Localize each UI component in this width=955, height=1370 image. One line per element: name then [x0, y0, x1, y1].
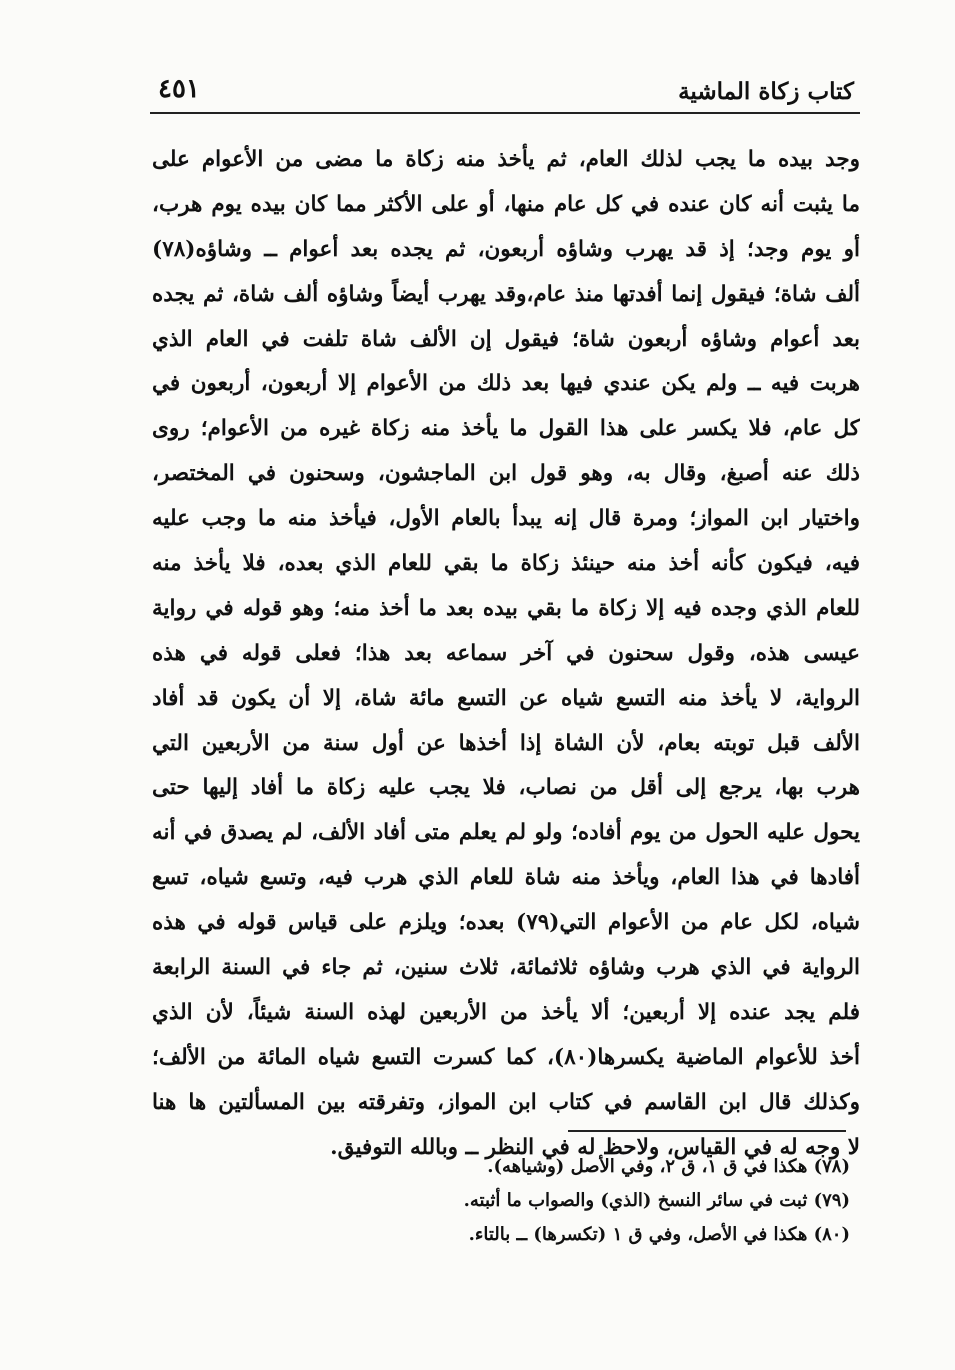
- text-line: يحول عليه الحول من يوم أفاده؛ ولو لم يعلم متى أفاد الألف، لم يصدق في أنه: [152, 820, 860, 846]
- text-line: بعد أعوام وشاؤه أربعون شاة؛ فيقول إن الألف شاة تلفت في العام الذي: [152, 326, 860, 352]
- footnote: (٧٩) ثبت في سائر النسخ (الذي) والصواب ما أثبته.: [463, 1190, 850, 1211]
- text-line: وجد بيده ما يجب لذلك العام، ثم يأخذ منه زكاة ما مضى من الأعوام على: [152, 147, 860, 172]
- header-rule: [150, 112, 860, 114]
- text-line: ألف شاة؛ فيقول إنما أفدتها منذ عام،وقد يهرب أيضاً وشاؤه ألف شاة، ثم يجده: [152, 281, 860, 307]
- text-line: أخذ للأعوام الماضية يكسرها(٨٠)، كما كسرت التسع شياه المائة من الألف؛: [152, 1044, 860, 1070]
- page-number: ٤٥١: [158, 74, 200, 104]
- text-line: الرواية في الذي هرب وشاؤه ثلاثمائة، ثلاث سنين، ثم جاء في السنة الرابعة: [152, 955, 860, 981]
- text-line: أو يوم وجد؛ إذ قد يهرب وشاؤه أربعون، ثم يجده بعد أعوام ــ وشاؤه(٧٨): [152, 236, 860, 262]
- text-line: فيه، فيكون كأنه أخذ منه حينئذ زكاة ما بقي للعام الذي بعده، فلا يأخذ منه: [152, 551, 860, 577]
- footnote: (٧٨) هكذا في ق ١، ق ٢، وفي الأصل (وشياهه).: [487, 1156, 850, 1177]
- text-line: كل عام، فلا يكسر على هذا القول ما يأخذ منه زكاة غيره من الأعوام؛ روى: [152, 416, 860, 442]
- main-text: [152, 138, 860, 1170]
- text-line: ما يثبت أنه كان عنده في كل عام منها، أو على الأكثر مما كان بيده يوم هرب،: [152, 191, 860, 217]
- text-line: شياه، لكل عام من الأعوام التي(٧٩) بعده؛ ويلزم على قياس قوله في هذه: [152, 910, 860, 936]
- footnotes: [300, 1150, 850, 1252]
- text-line: للعام الذي وجده فيه إلا زكاة ما بقي بيده بعد ما أخذ منه؛ وهو قوله في رواية: [152, 595, 860, 621]
- chapter-title: كتاب زكاة الماشية: [678, 78, 854, 105]
- footnote: (٨٠) هكذا في الأصل، وفي ق ١ (تكسرها) ــ بالتاء.: [468, 1224, 850, 1245]
- footnote-separator: [568, 1130, 846, 1132]
- text-line: الألف قبل توبته بعام، لأن الشاة إذا أخذها عن أول سنة من الأربعين التي: [152, 730, 860, 756]
- text-line: ذلك عنه أصبغ، وقال به، وهو قول ابن الماجشون، وسحنون في المختصر،: [152, 461, 860, 487]
- page-header: [150, 70, 860, 114]
- text-line: الرواية، لا يأخذ منه التسع شياه عن التسع مائة شاة، إلا أن يكون قد أفاد: [152, 685, 860, 711]
- text-line: هرب بها، يرجع إلى أقل من نصاب، فلا يجب عليه زكاة ما أفاد إليها حتى: [152, 775, 860, 801]
- text-line: فلم يجد عنده إلا أربعين؛ ألا يأخذ من الأربعين لهذه السنة شيئاً، لأن الذي: [152, 999, 860, 1025]
- text-line: واختيار ابن المواز؛ ومرة قال إنه يبدأ بالعام الأول، فيأخذ منه ما وجب عليه: [152, 506, 860, 532]
- text-line: أفادها في هذا العام، ويأخذ منه شاة للعام الذي هرب فيه، وتسع شياه، تسع: [152, 865, 860, 891]
- text-line: وكذلك قال ابن القاسم في كتاب ابن المواز، وتفرقته بين المسألتين ها هنا: [152, 1089, 860, 1115]
- text-line: عيسى هذه، وقول سحنون في آخر سماعه بعد هذا؛ فعلى قوله في هذه: [152, 640, 860, 666]
- text-line: هربت فيه ــ ولم يكن عندي فيها بعد ذلك من الأعوام إلا أربعون، أربعون في: [152, 371, 860, 397]
- text-line: لا وجه له في القياس، ولاحظ له في النظر ــ وبالله التوفيق.: [330, 1134, 860, 1160]
